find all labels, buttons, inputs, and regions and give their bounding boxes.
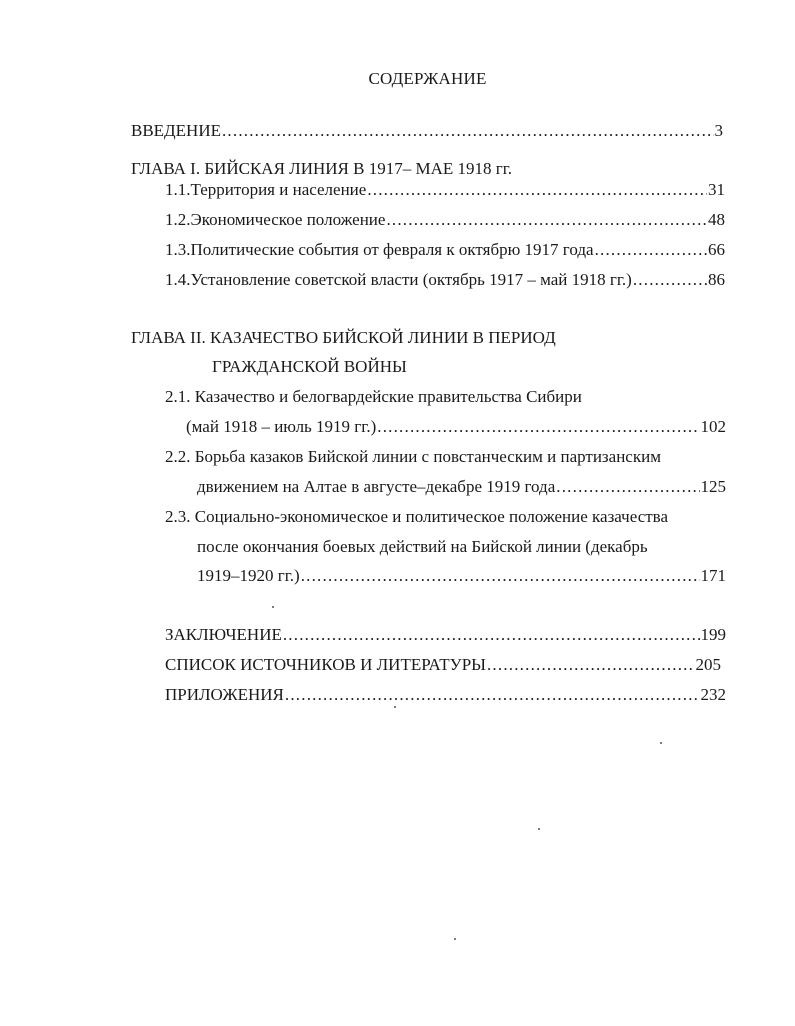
toc-page-number: 48 [708,210,725,229]
dot-leader [285,685,700,705]
page-title: СОДЕРЖАНИЕ [368,69,487,88]
toc-page-number: 31 [708,180,725,199]
toc-entry-2-3-line-1: 2.3. Социально-экономическое и политическое положение казачества [165,507,669,526]
toc-entry-text: ПРИЛОЖЕНИЯ [165,685,284,704]
toc-entry-text: СПИСОК ИСТОЧНИКОВ И ЛИТЕРАТУРЫ [165,655,486,674]
toc-page-number: 102 [700,417,726,436]
toc-page-number: 171 [700,566,726,585]
toc-entry-2-3 [197,566,726,586]
dot-leader [377,417,699,437]
scan-speck [272,606,274,608]
dot-leader [367,180,707,200]
dot-leader [283,625,700,645]
toc-entry-text: 1919–1920 гг.) [197,566,300,585]
toc-page-number: 66 [708,240,725,259]
toc-page-number: 232 [700,685,726,704]
toc-entry-2-1-line-1: 2.1. Казачество и белогвардейские правительства Сибири [165,387,582,406]
scan-speck [454,938,456,940]
dot-leader [222,121,714,141]
toc-entry-text: (май 1918 – июль 1919 гг.) [186,417,377,436]
toc-entry-1-3 [165,240,725,260]
toc-page-number: 199 [700,625,726,644]
toc-entry-2-1 [186,417,726,437]
scan-speck [660,742,662,744]
toc-entry-text: ЗАКЛЮЧЕНИЕ [165,625,282,644]
toc-page-number: 125 [700,477,726,496]
toc-entry-2-2-line-1: 2.2. Борьба казаков Бийской линии с повстанческим и партизанским [165,447,661,466]
toc-entry-text: ВВЕДЕНИЕ [131,121,221,140]
dot-leader [633,270,707,290]
toc-entry-text: 1.4.Установление советской власти (октябрь 1917 – май 1918 гг.) [165,270,632,289]
scan-speck [538,828,540,830]
toc-entry-1-1 [165,180,725,200]
toc-page-number: 205 [695,655,721,674]
toc-entry-text: 1.3.Политические события от февраля к октябрю 1917 года [165,240,594,259]
scan-speck [394,706,396,708]
dot-leader [556,477,699,497]
toc-entry-1-4 [165,270,725,290]
toc-entry-text: 1.1.Территория и население [165,180,367,199]
toc-entry-2-2 [197,477,726,497]
toc-entry-sources [165,655,721,675]
chapter-2-heading-line-1: ГЛАВА II. КАЗАЧЕСТВО БИЙСКОЙ ЛИНИИ В ПЕРИОД [131,328,556,347]
toc-page-number: 86 [708,270,725,289]
toc-entry-text: 1.2.Экономическое положение [165,210,386,229]
dot-leader [595,240,707,260]
dot-leader [487,655,695,675]
dot-leader [386,210,707,230]
toc-entry-2-3-line-2: после окончания боевых действий на Бийской линии (декабрь [197,537,648,556]
toc-page-number: 3 [714,121,723,140]
chapter-2-heading-line-2: ГРАЖДАНСКОЙ ВОЙНЫ [212,357,407,376]
dot-leader [301,566,700,586]
toc-entry-text: движением на Алтае в августе–декабре 1919 года [197,477,556,496]
toc-entry-appendix [165,685,726,705]
toc-entry-1-2 [165,210,725,230]
toc-entry-introduction [131,121,723,141]
chapter-1-heading: ГЛАВА I. БИЙСКАЯ ЛИНИЯ В 1917– МАЕ 1918 гг. [131,159,513,178]
toc-entry-conclusion [165,625,726,645]
